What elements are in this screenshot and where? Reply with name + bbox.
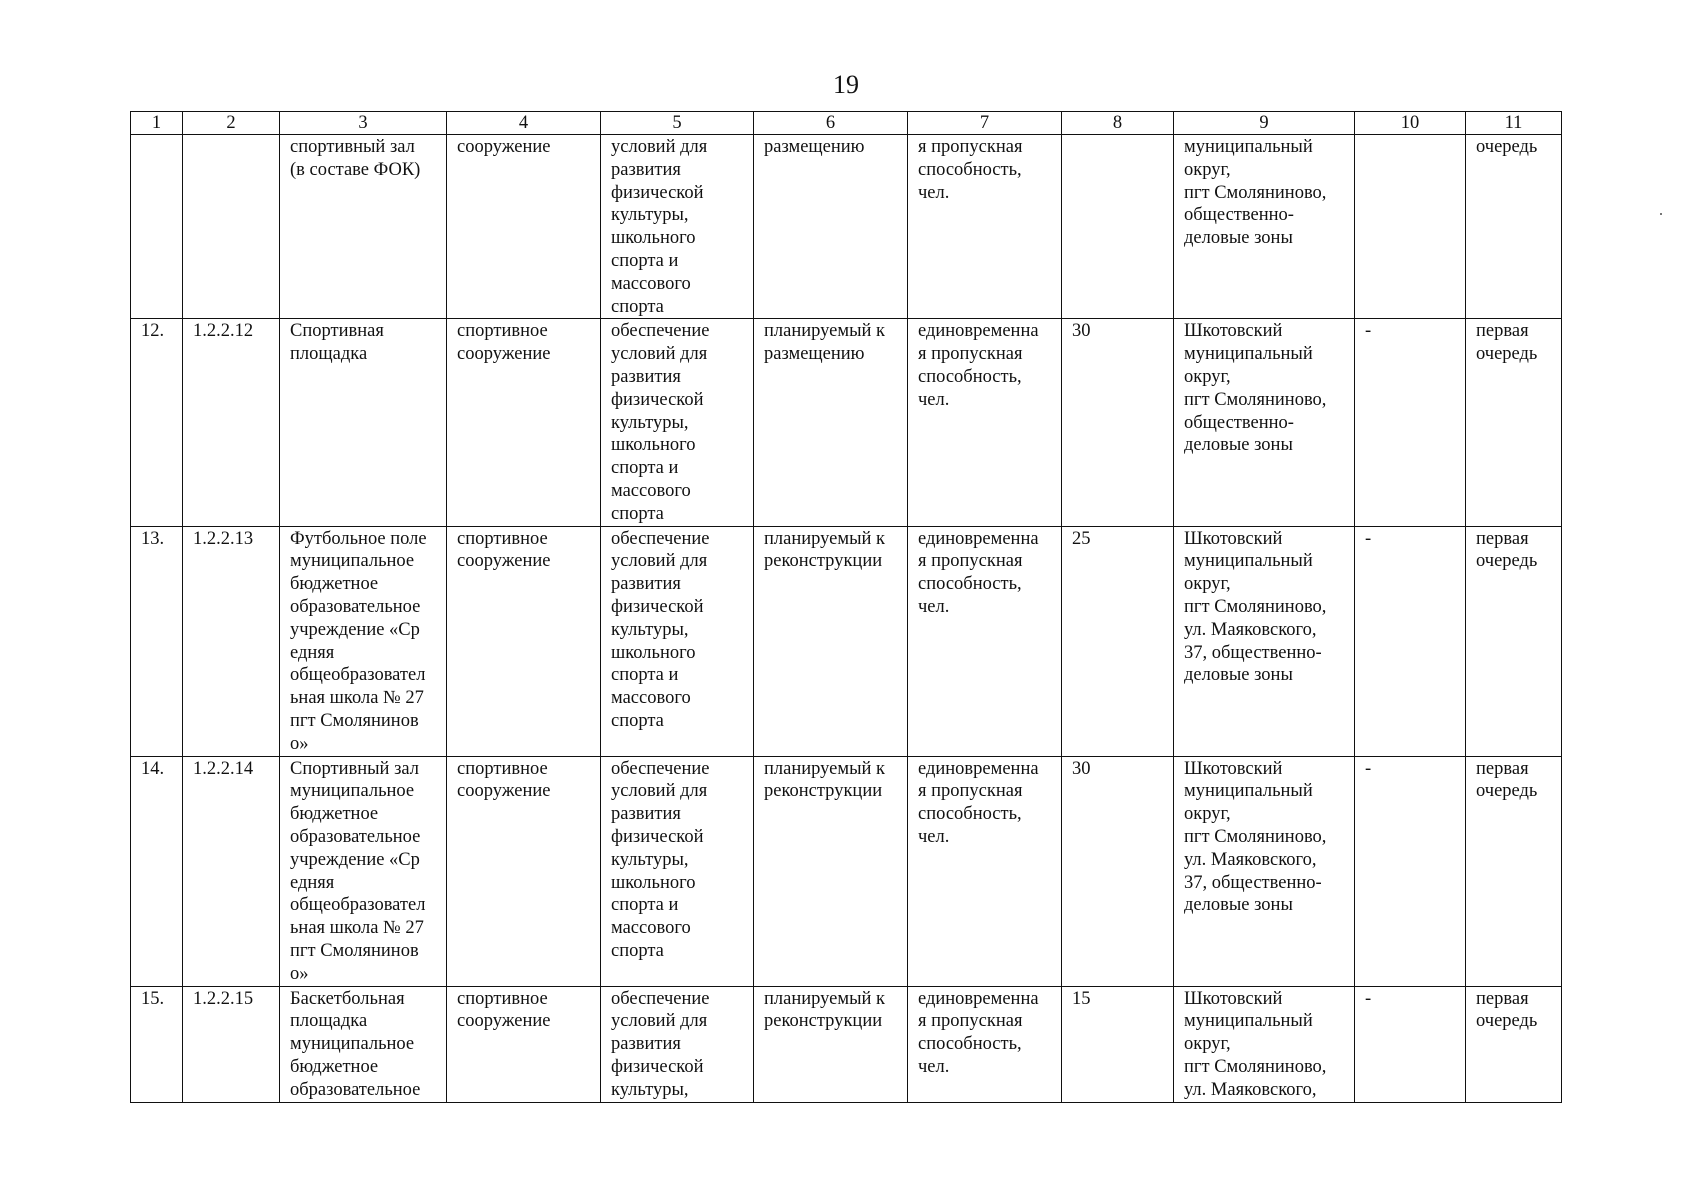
table-row	[131, 135, 1562, 319]
object-purpose: обеспечение условий для развития физической культуры, школьного спорта и массового спорта	[601, 319, 754, 526]
implementation-stage: первая очередь	[1466, 986, 1562, 1102]
header-cell-4: 4	[447, 112, 601, 135]
row-number: 15.	[131, 986, 183, 1102]
object-kind: спортивное сооружение	[447, 319, 601, 526]
header-cell-11: 11	[1466, 112, 1562, 135]
header-cell-3: 3	[280, 112, 447, 135]
object-status: планируемый к реконструкции	[754, 756, 908, 986]
row-number	[131, 135, 183, 319]
object-purpose: условий для развития физической культуры, школьного спорта и массового спорта	[601, 135, 754, 319]
object-code: 1.2.2.14	[183, 756, 280, 986]
parameter-value: 15	[1062, 986, 1174, 1102]
object-location: Шкотовский муниципальный округ, пгт Смоляниново, ул. Маяковского,	[1174, 986, 1355, 1102]
object-parameter: единовременна я пропускная способность, чел.	[908, 319, 1062, 526]
object-name: Баскетбольная площадка муниципальное бюджетное образовательное	[280, 986, 447, 1102]
header-cell-9: 9	[1174, 112, 1355, 135]
header-cell-7: 7	[908, 112, 1062, 135]
object-kind: сооружение	[447, 135, 601, 319]
object-location: муниципальный округ, пгт Смоляниново, общественно- деловые зоны	[1174, 135, 1355, 319]
object-code: 1.2.2.12	[183, 319, 280, 526]
header-cell-1: 1	[131, 112, 183, 135]
header-cell-8: 8	[1062, 112, 1174, 135]
object-kind: спортивное сооружение	[447, 986, 601, 1102]
header-cell-6: 6	[754, 112, 908, 135]
header-cell-5: 5	[601, 112, 754, 135]
object-parameter: единовременна я пропускная способность, чел.	[908, 526, 1062, 756]
table-row	[131, 526, 1562, 756]
parameter-value: 25	[1062, 526, 1174, 756]
object-purpose: обеспечение условий для развития физической культуры,	[601, 986, 754, 1102]
protection-zone: -	[1355, 319, 1466, 526]
object-kind: спортивное сооружение	[447, 526, 601, 756]
object-purpose: обеспечение условий для развития физической культуры, школьного спорта и массового спорта	[601, 526, 754, 756]
object-location: Шкотовский муниципальный округ, пгт Смоляниново, ул. Маяковского, 37, общественно- деловые зоны	[1174, 756, 1355, 986]
row-number: 13.	[131, 526, 183, 756]
row-number: 14.	[131, 756, 183, 986]
table-row	[131, 986, 1562, 1102]
parameter-value: 30	[1062, 319, 1174, 526]
object-status: планируемый к размещению	[754, 319, 908, 526]
object-name: спортивный зал (в составе ФОК)	[280, 135, 447, 319]
protection-zone: -	[1355, 986, 1466, 1102]
header-row	[131, 112, 1562, 135]
object-status: планируемый к реконструкции	[754, 986, 908, 1102]
row-number: 12.	[131, 319, 183, 526]
object-name: Футбольное поле муниципальное бюджетное образовательное учреждение «Ср едняя общеобразовател ьная школа № 27 пгт Смолянинов о»	[280, 526, 447, 756]
object-code: 1.2.2.13	[183, 526, 280, 756]
object-name: Спортивная площадка	[280, 319, 447, 526]
protection-zone: -	[1355, 526, 1466, 756]
object-purpose: обеспечение условий для развития физической культуры, школьного спорта и массового спорта	[601, 756, 754, 986]
object-parameter: единовременна я пропускная способность, чел.	[908, 756, 1062, 986]
parameter-value	[1062, 135, 1174, 319]
page-number: 19	[833, 70, 859, 99]
object-location: Шкотовский муниципальный округ, пгт Смоляниново, общественно- деловые зоны	[1174, 319, 1355, 526]
protection-zone	[1355, 135, 1466, 319]
object-status: размещению	[754, 135, 908, 319]
header-cell-2: 2	[183, 112, 280, 135]
implementation-stage: первая очередь	[1466, 756, 1562, 986]
implementation-stage: первая очередь	[1466, 319, 1562, 526]
implementation-stage: первая очередь	[1466, 526, 1562, 756]
header-cell-10: 10	[1355, 112, 1466, 135]
table-row	[131, 756, 1562, 986]
parameter-value: 30	[1062, 756, 1174, 986]
object-kind: спортивное сооружение	[447, 756, 601, 986]
objects-table	[130, 111, 1562, 1103]
table-row	[131, 319, 1562, 526]
object-code	[183, 135, 280, 319]
implementation-stage: очередь	[1466, 135, 1562, 319]
protection-zone: -	[1355, 756, 1466, 986]
object-location: Шкотовский муниципальный округ, пгт Смоляниново, ул. Маяковского, 37, общественно- деловые зоны	[1174, 526, 1355, 756]
object-parameter: единовременна я пропускная способность, чел.	[908, 986, 1062, 1102]
object-code: 1.2.2.15	[183, 986, 280, 1102]
object-parameter: я пропускная способность, чел.	[908, 135, 1062, 319]
object-status: планируемый к реконструкции	[754, 526, 908, 756]
scan-speck	[1660, 213, 1662, 215]
object-name: Спортивный зал муниципальное бюджетное образовательное учреждение «Ср едняя общеобразовател ьная школа № 27 пгт Смолянинов о»	[280, 756, 447, 986]
